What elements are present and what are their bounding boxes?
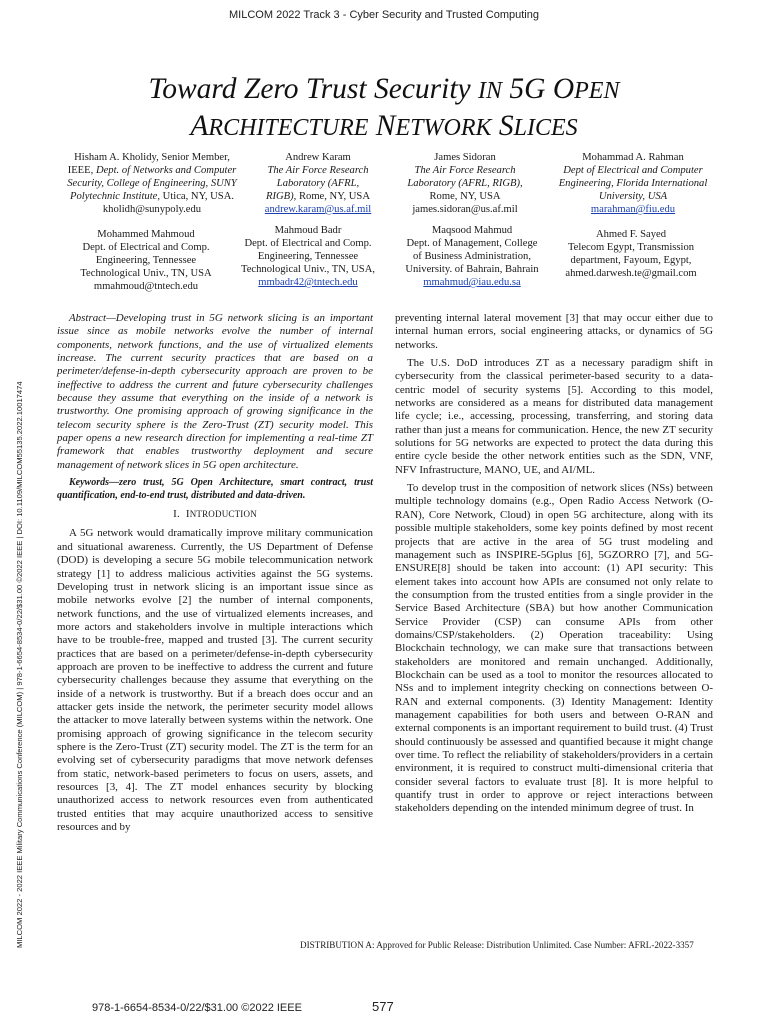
author-mahmoud	[56, 228, 236, 293]
author-email-link[interactable]: mmahmud@iau.edu.sa	[423, 277, 521, 288]
author-affiliation: Engineering, Tennessee	[95, 255, 197, 266]
title-part: Toward Zero Trust Security	[148, 73, 479, 105]
author-affiliation: Rome, NY, USA	[429, 191, 501, 202]
paragraph: The U.S. DoD introduces ZT as a necessary paradigm shift in cybersecurity from the classical perimeter-based security to a data-centric model of security systems [5]. According to this model, networks are considered as a means for distributed data management life cycle; i.e., accessing, processing, transferring, and storing data rather than just a means for communication. Hence, the new ZT security solutions for 5G networks are expected to protect the data during this entire cycle beside the other network entities such as the SDN, VNF, NFV Infrastructure, MANO, UE, and AI/ML.	[395, 357, 713, 476]
abstract: Abstract—Developing trust in 5G network slicing is an important issue since as mobile networks evolve the number of internal components, network functions, and the use of virtualized elements increase. The current security practices that are based on a perimeter/defense-in-depth cybersecurity approach are proven to be ineffective to address the current and future cybersecurity challenges because they assume that everything on the inside of a network is trustworthy. One promising approach of growing significance in the telecom security sphere is the Zero-Trust (ZT) security model. This paper opens a new research direction for implementing a real-time ZT framework that enables trustworthy deployment and secure management of network slices in 5G open architecture.	[57, 312, 373, 471]
author-affiliation	[250, 190, 386, 203]
author-affiliation: Security, College of Engineering, SUNY	[67, 178, 237, 189]
author-email: james.sidoran@us.af.mil	[412, 204, 518, 215]
author-affiliation-part: RIGB)	[266, 191, 294, 202]
section-title-part: I	[185, 508, 190, 521]
author-sayed	[556, 228, 706, 280]
author-affiliation: Dept. of Electrical and Comp.	[82, 242, 210, 253]
left-column	[57, 312, 373, 839]
author-rahman	[545, 151, 721, 216]
section-title-part: NTRODUCTION	[189, 509, 257, 520]
author-email-link[interactable]: marahman@fiu.edu	[590, 204, 676, 215]
section-heading-introduction	[57, 508, 373, 521]
author-email: ahmed.darwesh.te@gmail.com	[565, 268, 697, 279]
author-affiliation-part: IEEE,	[67, 165, 96, 176]
author-affiliation: Dept of Electrical and Computer	[563, 165, 703, 176]
title-part: IN	[478, 78, 503, 104]
author-sidoran	[395, 151, 535, 216]
author-affiliation-part: Dept. of Networks and Computer	[95, 165, 237, 176]
title-part: S	[491, 110, 514, 142]
author-affiliation-part: Utica, NY, USA.	[160, 191, 234, 202]
author-name: Hisham A. Kholidy, Senior Member,	[74, 152, 230, 163]
author-affiliation: Laboratory (AFRL,	[276, 178, 360, 189]
author-affiliation-part: , Rome, NY, USA	[293, 191, 370, 202]
author-affiliation: Engineering, Florida International	[558, 178, 708, 189]
author-karam	[250, 151, 386, 216]
author-affiliation: Laboratory (AFRL, RIGB),	[407, 178, 523, 189]
title-line-1	[60, 72, 708, 109]
paragraph: preventing internal lateral movement [3] that may occur either due to internal human errors, social engineering attacks, or dynamics of 5G networks.	[395, 312, 713, 351]
section-number: I.	[173, 508, 180, 521]
title-part: ETWORK	[395, 115, 492, 141]
author-affiliation: University. of Bahrain, Bahrain	[405, 264, 539, 275]
title-part: N	[368, 110, 396, 142]
author-affiliation: Technological Univ., TN, USA,	[240, 264, 375, 275]
author-email: kholidh@sunypoly.edu	[102, 204, 202, 215]
author-name: Ahmed F. Sayed	[595, 229, 667, 240]
author-affiliation: department, Fayoum, Egypt,	[570, 255, 692, 266]
distribution-statement: DISTRIBUTION A: Approved for Public Release: Distribution Unlimited. Case Number: AFRL-2022-3357	[300, 940, 694, 950]
title-part: A	[190, 110, 209, 142]
author-maqsood	[388, 224, 556, 289]
title-line-2	[60, 109, 708, 146]
author-affiliation: The Air Force Research	[267, 165, 369, 176]
author-name: Mahmoud Badr	[274, 225, 342, 236]
intro-paragraph: A 5G network would dramatically improve military communication and situational awareness. Currently, the US Department of Defense (DOD) is developing a secure 5G mobile telecommunication network strategy [1] to address malicious activities against the 5G systems. Developing trust in network slicing is an important issue since as mobile networks evolve [2] the number of internal components, network functions, and the use of virtualized elements increases, and more actors and stakeholders involve in multiple interactions which have to be trouble-free, mapped and trusted [3]. The current security practices that are based on a perimeter/defense-in-depth cybersecurity approach are proven to be ineffective to address the current and future cybersecurity challenges because they assume that everything on the inside of a network is trustworthy. But if a breach does occur and an attacker gets inside the network, the perimeter security model allows the attacker to move laterally between systems within the network. One promising approach of growing significance in the telecom security sphere is the Zero-Trust (ZT) security model. The ZT is the term for an evolving set of cybersecurity paradigms that move network defenses from static, network-based perimeters to focus on users, assets, and resources [3, 4]. The ZT model enhances security by blocking unauthorized access to network resources even from authenticated trusted entities that may acquire unauthorized access to sensitive resources and by	[57, 527, 373, 834]
author-name: Mohammad A. Rahman	[582, 152, 684, 163]
keywords: Keywords—zero trust, 5G Open Architecture, smart contract, trust quantification, end-to-end trust, distributed and data-driven.	[57, 477, 373, 501]
paragraph: To develop trust in the composition of network slices (NSs) between multiple technology domains (e.g., Open Radio Access Network (O-RAN), Core Network, Cloud) in open 5G architecture, along with its possible multiple stakeholders, some key points defined by most recent projects that are active in the area of 5G trust modeling and management such as INSPIRE-5Gplus [6], 5GZORRO [7], and 5G-ENSURE[8] should be taken into account: (1) API security: This element takes into account how APIs are consumed not only relate to the consumption from the trusted entities from a single provider in the Service Based Architecture (SBA) but how another Communication Service Provider (CSP) can consume APIs from other domains/CSP/stakeholders. (2) Operation traceability: Using Blockchain technology, we can make sure that transactions between stakeholders are monitored and remain unchanged. Additionally, Blockchain can be used as a tool to monitor the resources allocated to NSs and to implement integrity checking on connections between O-RAN and external components. (3) Identity Management: Identity management capabilities for both users and between O-RAN and external components is an important requirement to build trust. (4) Trust should continuously be assessed and quantified because it might change over time. To reflect the reliability of stakeholders/providers in a certain environment, it is required to construct multi-dimensional criteria that consider several factors to evaluate trust [8]. It is more helpful to quantify trust in order to approve or reject interactions between stakeholders depending on the intended minimum degree of trust. In	[395, 482, 713, 815]
page-number: 577	[372, 999, 394, 1014]
conference-header: MILCOM 2022 Track 3 - Cyber Security and Trusted Computing	[229, 9, 539, 21]
author-email-link[interactable]: mmbadr42@tntech.edu	[258, 277, 358, 288]
author-name: Andrew Karam	[285, 152, 351, 163]
side-doi-line: MILCOM 2022 - 2022 IEEE Military Communications Conference (MILCOM) | 978-1-6654-8534-0/22/$31.00 ©2022 IEEE | DOI: 10.1109/MILCOM55135.2022.10017474	[15, 381, 24, 948]
title-part: 5G O	[502, 73, 575, 105]
author-email: mmahmoud@tntech.edu	[93, 281, 199, 292]
title-part: PEN	[574, 78, 620, 104]
right-column	[395, 312, 713, 821]
author-affiliation	[52, 190, 252, 203]
author-email-link[interactable]: andrew.karam@us.af.mil	[264, 204, 372, 215]
author-name: Maqsood Mahmud	[431, 225, 513, 236]
author-affiliation: Technological Univ., TN, USA	[80, 268, 212, 279]
paper-title	[60, 72, 708, 146]
author-affiliation-part: Polytechnic Institute,	[70, 191, 161, 202]
author-name: Mohammed Mahmoud	[97, 229, 195, 240]
author-affiliation	[52, 164, 252, 177]
author-kholidy	[52, 151, 252, 216]
title-part: RCHITECTURE	[208, 115, 369, 141]
author-affiliation: Telecom Egypt, Transmission	[567, 242, 695, 253]
author-affiliation: of Business Administration,	[412, 251, 531, 262]
author-affiliation: Dept. of Management, College	[406, 238, 538, 249]
author-name: James Sidoran	[434, 152, 496, 163]
footer-copyright: 978-1-6654-8534-0/22/$31.00 ©2022 IEEE	[92, 1002, 302, 1014]
author-badr	[228, 224, 388, 289]
title-part: LICES	[513, 115, 578, 141]
author-affiliation: The Air Force Research	[414, 165, 516, 176]
author-affiliation: Engineering, Tennessee	[257, 251, 359, 262]
author-affiliation: University, USA	[598, 191, 668, 202]
author-affiliation: Dept. of Electrical and Comp.	[244, 238, 372, 249]
